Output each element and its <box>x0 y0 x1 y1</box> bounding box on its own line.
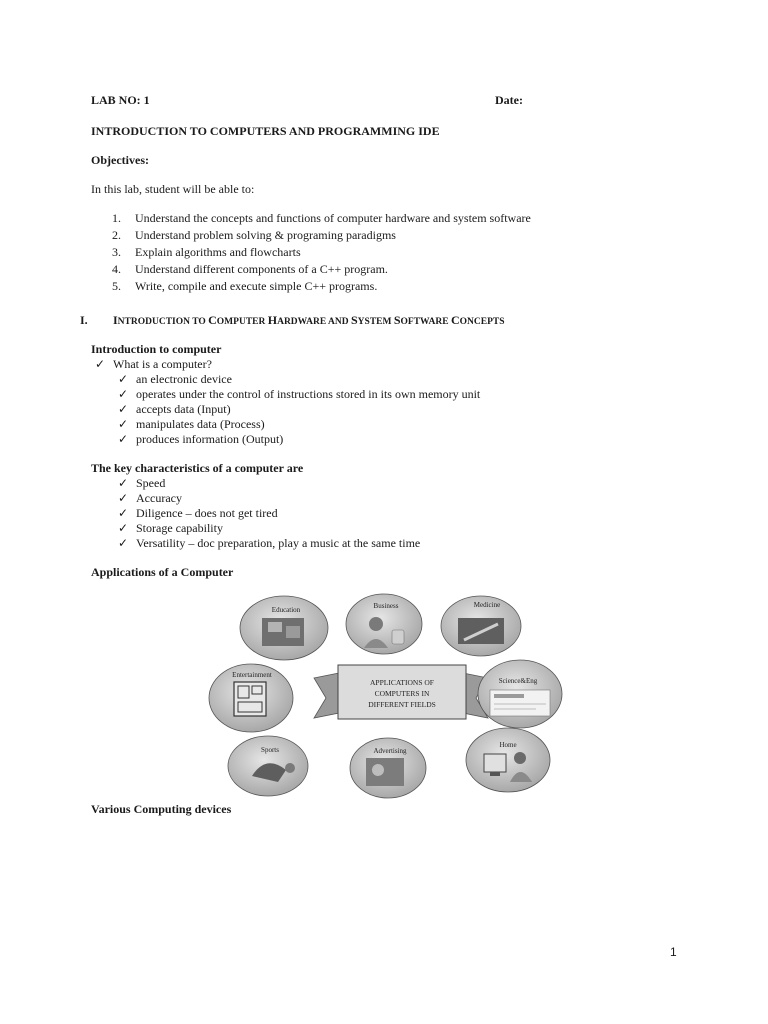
list-item <box>95 357 212 372</box>
applications-heading: Applications of a Computer <box>91 565 234 579</box>
checkmark-icon: ✓ <box>118 417 129 431</box>
checkmark-icon: ✓ <box>118 491 129 505</box>
banner-line-3: DIFFERENT FIELDS <box>368 700 436 709</box>
list-item: ✓ accepts data (Input) <box>118 402 231 416</box>
devices-heading: Various Computing devices <box>91 802 232 816</box>
list-item: ✓ produces information (Output) <box>118 432 284 446</box>
bubble-science-eng <box>478 660 562 728</box>
item-number: 2. <box>112 228 121 242</box>
characteristics-heading: The key characteristics of a computer are <box>91 461 304 475</box>
checkmark-icon: ✓ <box>118 387 129 401</box>
svg-text:Home: Home <box>499 741 517 749</box>
list-item: ✓ an electronic device <box>118 372 232 386</box>
bubble-home <box>466 728 550 792</box>
applications-diagram <box>206 590 566 800</box>
science-chart-icon <box>490 690 550 716</box>
bubble-entertainment <box>209 664 293 732</box>
bubble-business <box>346 594 422 654</box>
item-number: 1. <box>112 211 121 225</box>
intro-computer-heading: Introduction to computer <box>91 342 222 356</box>
section-heading: INTRODUCTION TO COMPUTER HARDWARE AND SYSTEM SOFTWARE CONCEPTS <box>113 313 505 327</box>
list-item: ✓ Diligence – does not get tired <box>118 506 278 520</box>
list-item <box>112 244 531 261</box>
page-number: 1 <box>670 945 677 959</box>
item-text: Explain algorithms and flowcharts <box>135 245 301 259</box>
objectives-intro: In this lab, student will be able to: <box>91 182 255 196</box>
checkmark-icon: ✓ <box>118 372 129 386</box>
lab-number: LAB NO: 1 <box>91 93 150 107</box>
svg-text:Business: Business <box>373 602 399 610</box>
svg-text:Education: Education <box>271 606 301 614</box>
list-item <box>112 227 531 244</box>
question-text: What is a computer? <box>113 357 212 371</box>
svg-text:Advertising: Advertising <box>373 747 407 755</box>
advertising-image-icon <box>366 758 404 786</box>
checkmark-icon: ✓ <box>95 357 106 371</box>
item-text: Write, compile and execute simple C++ programs. <box>135 279 378 293</box>
checkmark-icon: ✓ <box>118 536 129 550</box>
checkmark-icon: ✓ <box>118 521 129 535</box>
item-text: Understand problem solving & programing paradigms <box>135 228 396 242</box>
banner-line-2: COMPUTERS IN <box>374 689 430 698</box>
list-item <box>112 261 531 278</box>
svg-text:Medicine: Medicine <box>473 601 501 609</box>
date-label: Date: <box>495 93 523 107</box>
list-item: ✓ Storage capability <box>118 521 223 535</box>
list-item: ✓ manipulates data (Process) <box>118 417 265 431</box>
checkmark-icon: ✓ <box>118 402 129 416</box>
list-item: ✓ Speed <box>118 476 166 490</box>
list-item: ✓ Versatility – doc preparation, play a music at the same time <box>118 536 421 550</box>
business-person-icon <box>369 617 383 631</box>
bubble-advertising <box>350 738 426 798</box>
banner-line-1: APPLICATIONS OF <box>370 678 434 687</box>
checkmark-icon: ✓ <box>118 432 129 446</box>
item-number: 5. <box>112 279 121 293</box>
entertainment-image-icon <box>234 682 266 716</box>
svg-text:Entertainment: Entertainment <box>232 671 272 679</box>
bubble-education <box>240 596 328 660</box>
list-item <box>112 278 531 295</box>
svg-text:Sports: Sports <box>261 746 279 754</box>
item-number: 4. <box>112 262 121 276</box>
section-numeral: I. <box>80 313 88 327</box>
list-item <box>112 210 531 227</box>
checkmark-icon: ✓ <box>118 476 129 490</box>
bubble-sports <box>228 736 308 796</box>
page-title: INTRODUCTION TO COMPUTERS AND PROGRAMMING IDE <box>91 124 440 138</box>
item-text: Understand the concepts and functions of computer hardware and system software <box>135 211 531 225</box>
center-banner <box>314 665 488 719</box>
list-item: ✓ operates under the control of instructions stored in its own memory unit <box>118 387 481 401</box>
item-number: 3. <box>112 245 121 259</box>
objectives-heading: Objectives: <box>91 153 149 167</box>
checkmark-icon: ✓ <box>118 506 129 520</box>
list-item: ✓ Accuracy <box>118 491 182 505</box>
objectives-list <box>112 210 531 295</box>
bubble-medicine <box>441 596 521 656</box>
item-text: Understand different components of a C++ program. <box>135 262 388 276</box>
home-computer-icon <box>484 754 506 772</box>
svg-text:Science&Eng: Science&Eng <box>498 677 538 685</box>
